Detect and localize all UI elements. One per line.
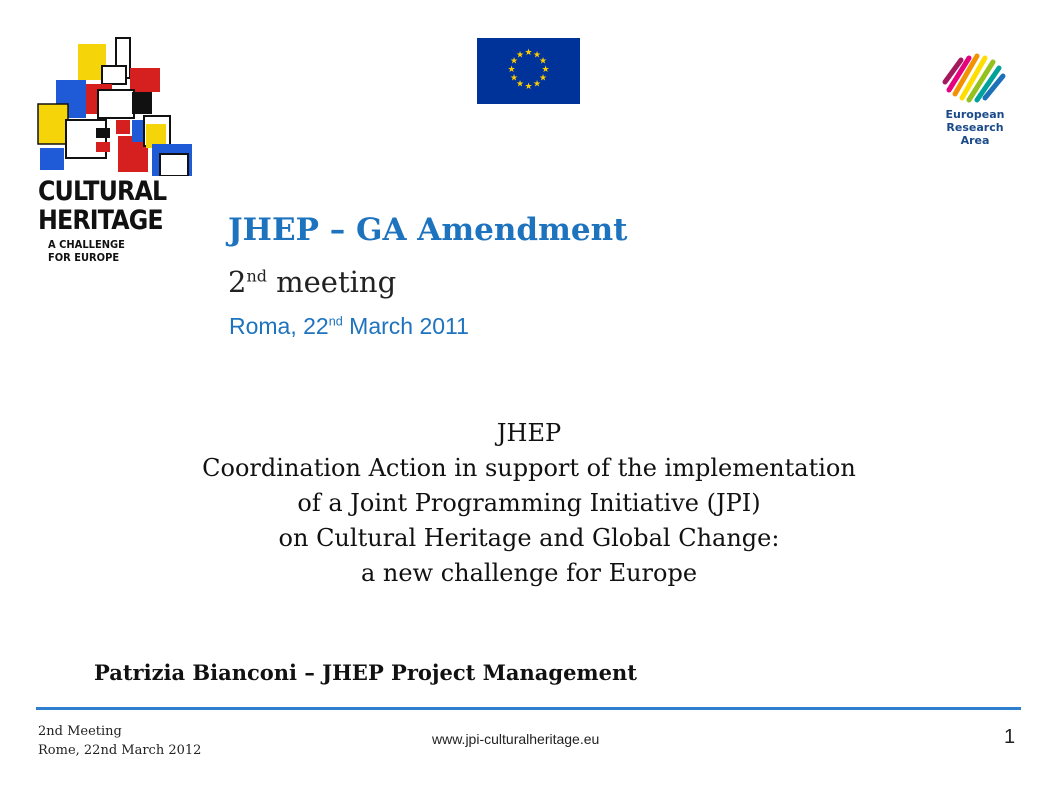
description-line: JHEP xyxy=(496,419,562,447)
svg-text:★: ★ xyxy=(524,82,533,92)
page-number: 1 xyxy=(1004,726,1016,748)
era-logo-text: European Research Area xyxy=(945,108,1005,147)
european-research-area-logo xyxy=(935,44,1015,147)
svg-text:★: ★ xyxy=(532,50,542,61)
author-line: Patrizia Bianconi – JHEP Project Management xyxy=(94,660,637,685)
eu-flag-icon xyxy=(477,38,580,104)
roma-suffix: March 2011 xyxy=(342,313,469,339)
svg-text:★: ★ xyxy=(538,73,548,84)
meeting-number: 2 xyxy=(228,265,247,299)
svg-text:★: ★ xyxy=(524,48,533,58)
meeting-text: meeting xyxy=(266,265,397,299)
cultural-heritage-logo xyxy=(36,36,194,270)
description-line: of a Joint Programming Initiative (JPI) xyxy=(297,489,761,517)
slide-title: JHEP – GA Amendment xyxy=(228,212,628,248)
svg-text:★: ★ xyxy=(515,79,525,90)
footer-meeting-line1: 2nd Meeting xyxy=(38,724,122,739)
era-swirl-icon xyxy=(935,44,1015,108)
svg-text:★: ★ xyxy=(509,73,519,84)
meeting-subtitle xyxy=(228,265,396,299)
svg-text:★: ★ xyxy=(507,65,516,75)
footer-divider xyxy=(36,707,1021,710)
meeting-date-location xyxy=(229,313,469,340)
project-description xyxy=(0,416,1058,591)
description-line: on Cultural Heritage and Global Change: xyxy=(278,524,780,552)
svg-text:★: ★ xyxy=(541,65,550,75)
roma-ordinal: nd xyxy=(328,314,343,329)
cultural-heritage-mosaic-graphic xyxy=(36,36,194,176)
description-line: a new challenge for Europe xyxy=(360,559,698,587)
footer-website-link[interactable]: www.jpi-culturalheritage.eu xyxy=(432,731,600,747)
svg-text:★: ★ xyxy=(509,56,519,67)
cultural-heritage-logo-line1: CULTURAL xyxy=(38,176,167,207)
svg-text:★: ★ xyxy=(538,56,548,67)
cultural-heritage-logo-line2: HERITAGE xyxy=(38,205,163,236)
footer-meeting-info xyxy=(38,722,201,760)
meeting-ordinal: nd xyxy=(246,266,267,286)
roma-prefix: Roma, 22 xyxy=(229,313,329,339)
svg-text:★: ★ xyxy=(532,79,542,90)
cultural-heritage-logo-line4: FOR EUROPE xyxy=(48,251,120,264)
description-line: Coordination Action in support of the implementation xyxy=(202,454,856,482)
cultural-heritage-logo-line3: A CHALLENGE xyxy=(48,238,125,251)
svg-text:★: ★ xyxy=(515,50,525,61)
footer-meeting-line2: Rome, 22nd March 2012 xyxy=(38,743,202,758)
